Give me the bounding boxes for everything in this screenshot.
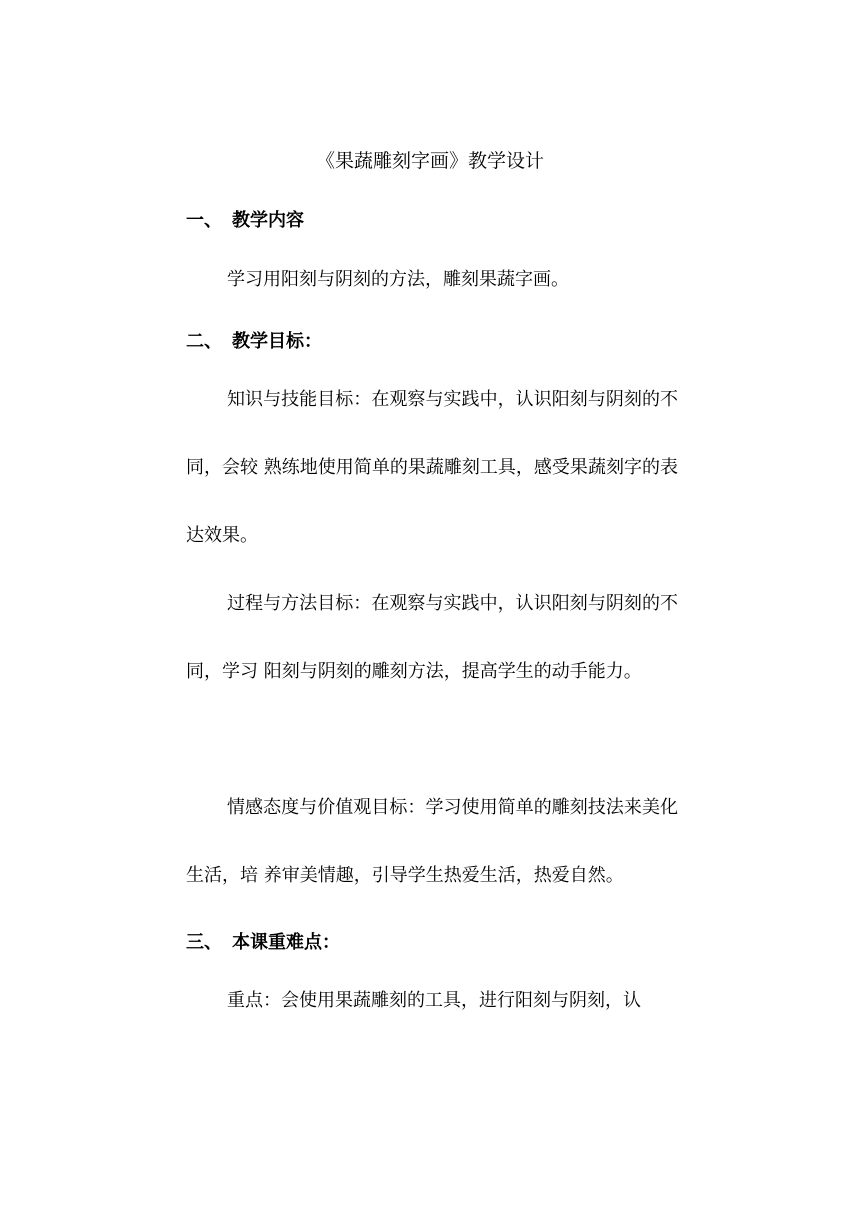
paragraph-content: 学习用阳刻与阴刻的方法，雕刻果蔬字画。 — [227, 269, 569, 290]
section-number: 二、 — [186, 331, 222, 352]
paragraph-process-goal: 过程与方法目标：在观察与实践中，认识阳刻与阴刻的不同，学习 阳刻与阴刻的雕刻方法，提高学生的动手能力。 — [186, 593, 678, 682]
section-number: 三、 — [186, 932, 222, 953]
section-heading-2 — [186, 329, 322, 355]
paragraph-key-points: 重点：会使用果蔬雕刻的工具，进行阳刻与阴刻，认 — [227, 990, 641, 1011]
document-title: 《果蔬雕刻字画》教学设计 — [315, 150, 544, 172]
section-title: 教学内容 — [232, 210, 304, 231]
section-number: 一、 — [186, 210, 222, 231]
section-heading-3 — [186, 930, 340, 956]
section-title: 教学目标： — [232, 331, 322, 352]
section-heading-1 — [186, 208, 304, 234]
paragraph-knowledge-goal: 知识与技能目标：在观察与实践中，认识阳刻与阴刻的不同，会较 熟练地使用简单的果蔬雕刻工具，感受果蔬刻字的表达效果。 — [186, 389, 678, 546]
section-title: 本课重难点： — [232, 932, 340, 953]
paragraph-attitude-goal: 情感态度与价值观目标：学习使用简单的雕刻技法来美化生活，培 养审美情趣，引导学生热爱生活，热爱自然。 — [186, 797, 678, 886]
